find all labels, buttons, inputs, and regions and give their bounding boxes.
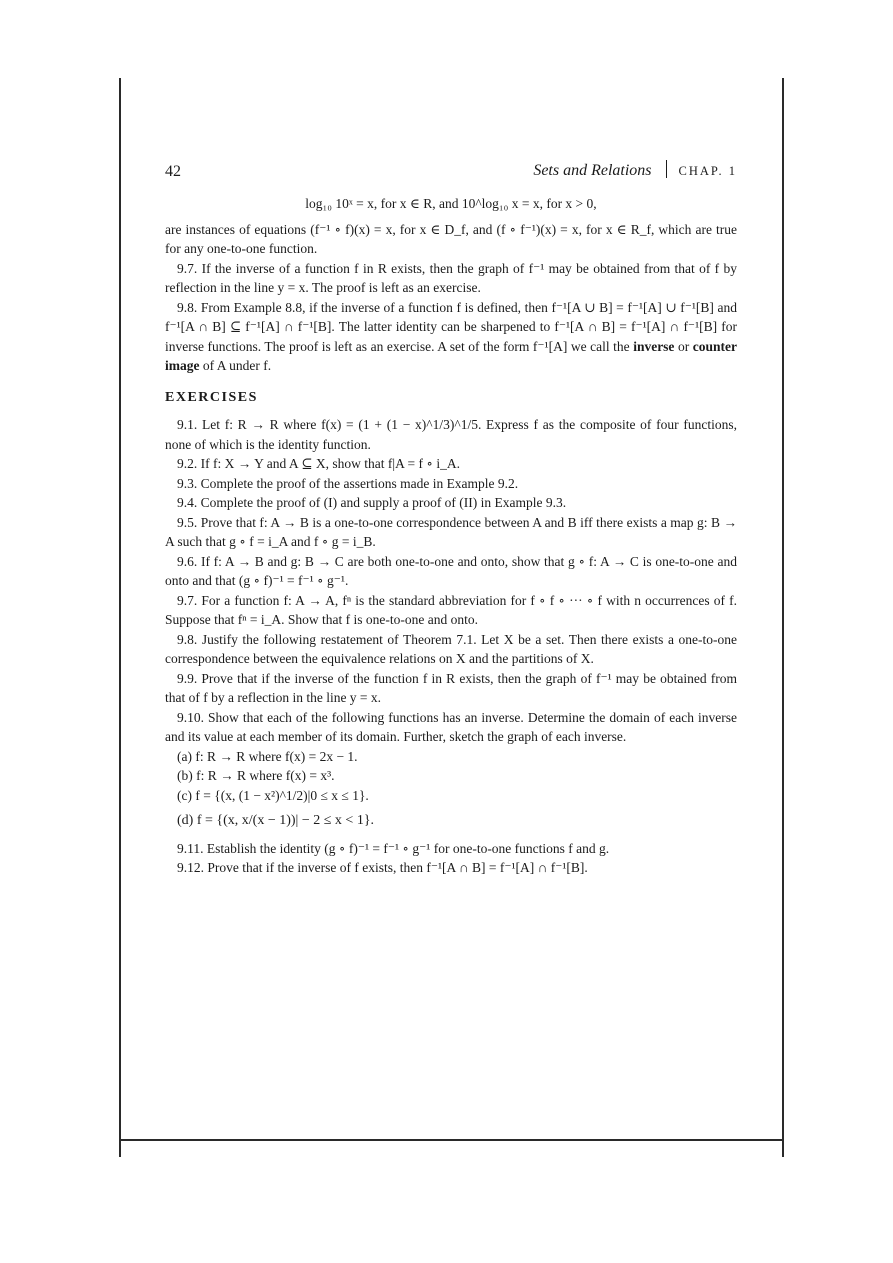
page-content — [165, 160, 737, 878]
running-head — [533, 160, 737, 182]
term-inverse: inverse — [633, 338, 675, 354]
paragraph-9-8-end: of A under f. — [202, 358, 272, 373]
paragraph-9-7: 9.7. If the inverse of a function f in R exists, then the graph of f⁻¹ may be obtained from that of f by reflection in the line y = x. The proof is left as an exercise. — [165, 260, 737, 295]
paragraph-9-8-or: or — [677, 338, 690, 354]
exercise-9-11: 9.11. Establish the identity (g ∘ f)⁻¹ = f⁻¹ ∘ g⁻¹ for one-to-one functions f and g. — [177, 840, 610, 856]
exercise-9-7: 9.7. For a function f: A → A, fⁿ is the standard abbreviation for f ∘ f ∘ ··· ∘ f with n occurrences of f. Suppose that fⁿ = i_A. Show that f is one-to-one and onto. — [165, 592, 737, 627]
running-title: Sets and Relations — [533, 162, 652, 179]
exercise-9-2: 9.2. If f: X → Y and A ⊆ X, show that f|A = f ∘ i_A. — [177, 456, 460, 471]
paragraph-instances: are instances of equations (f⁻¹ ∘ f)(x) = x, for x ∈ D_f, and (f ∘ f⁻¹)(x) = x, for x ∈ R_f, which are true for any one-to-one function. — [165, 221, 737, 256]
exercise-9-4: 9.4. Complete the proof of (I) and supply a proof of (II) in Example 9.3. — [177, 495, 567, 510]
exercise-9-8: 9.8. Justify the following restatement of Theorem 7.1. Let X be a set. Then there exists a one-to-one correspondence between the equivalence relations on X and the partitions of X. — [165, 631, 737, 666]
exercise-9-6: 9.6. If f: A → B and g: B → C are both one-to-one and onto, show that g ∘ f: A → C is one-to-one and onto and that (g ∘ f)⁻¹ = f⁻¹ ∘ g⁻¹. — [165, 553, 737, 588]
exercise-9-10-a: (a) f: R → R where f(x) = 2x − 1. — [177, 748, 358, 764]
chapter-label: CHAP. 1 — [678, 164, 737, 178]
exercises-heading: EXERCISES — [165, 389, 258, 405]
page-border-tick-left — [119, 1141, 121, 1157]
exercise-9-10-d: (d) f = {(x, x/(x − 1))| − 2 ≤ x < 1}. — [177, 813, 375, 828]
exercise-9-10: 9.10. Show that each of the following functions has an inverse. Determine the domain of each inverse and its value at each member of its domain. Further, sketch the graph of each inverse. — [165, 709, 737, 744]
page-border-left — [119, 78, 121, 1141]
exercise-9-9: 9.9. Prove that if the inverse of the function f in R exists, then the graph of f⁻¹ may be obtained from that of f by a reflection in the line y = x. — [165, 670, 737, 705]
exercise-9-10-b: (b) f: R → R where f(x) = x³. — [177, 768, 335, 783]
exercise-9-5: 9.5. Prove that f: A → B is a one-to-one correspondence between A and B iff there exists a map g: B → A such that g ∘ f = i_A and f ∘ g = i_B. — [165, 514, 737, 549]
page-header — [165, 160, 737, 190]
exercise-9-3: 9.3. Complete the proof of the assertions made in Example 9.2. — [177, 475, 519, 491]
page-number: 42 — [165, 163, 181, 180]
header-divider — [666, 160, 667, 178]
exercise-9-12: 9.12. Prove that if the inverse of f exists, then f⁻¹[A ∩ B] = f⁻¹[A] ∩ f⁻¹[B]. — [177, 860, 588, 875]
paragraph-9-8 — [165, 298, 737, 376]
display-equation: log₁₀ 10ˣ = x, for x ∈ R, and 10^log₁₀ x = x, for x > 0, — [305, 196, 597, 211]
term-counter-image: counter image — [165, 338, 738, 373]
exercise-9-1: 9.1. Let f: R → R where f(x) = (1 + (1 − x)^1/3)^1/5. Express f as the composite of four functions, none of which is the identity function. — [165, 417, 737, 452]
exercise-9-10-c: (c) f = {(x, (1 − x²)^1/2)|0 ≤ x ≤ 1}. — [177, 787, 369, 803]
paragraph-9-8-text: 9.8. From Example 8.8, if the inverse of a function f is defined, then f⁻¹[A ∪ B] = f⁻¹[A] ∪ f⁻¹[B] and f⁻¹[A ∩ B] ⊆ f⁻¹[A] ∩ f⁻¹[B]. The latter identity can be sharpened to f⁻¹[A ∩ B] = f⁻¹[A] ∩ f⁻¹[B] for inverse functions. The proof is left as an exercise. A set of the form f⁻¹[A] we call the — [165, 299, 737, 354]
page-border-tick-right — [782, 1141, 784, 1157]
page-border-right — [782, 78, 784, 1141]
page-border-bottom — [119, 1139, 784, 1141]
